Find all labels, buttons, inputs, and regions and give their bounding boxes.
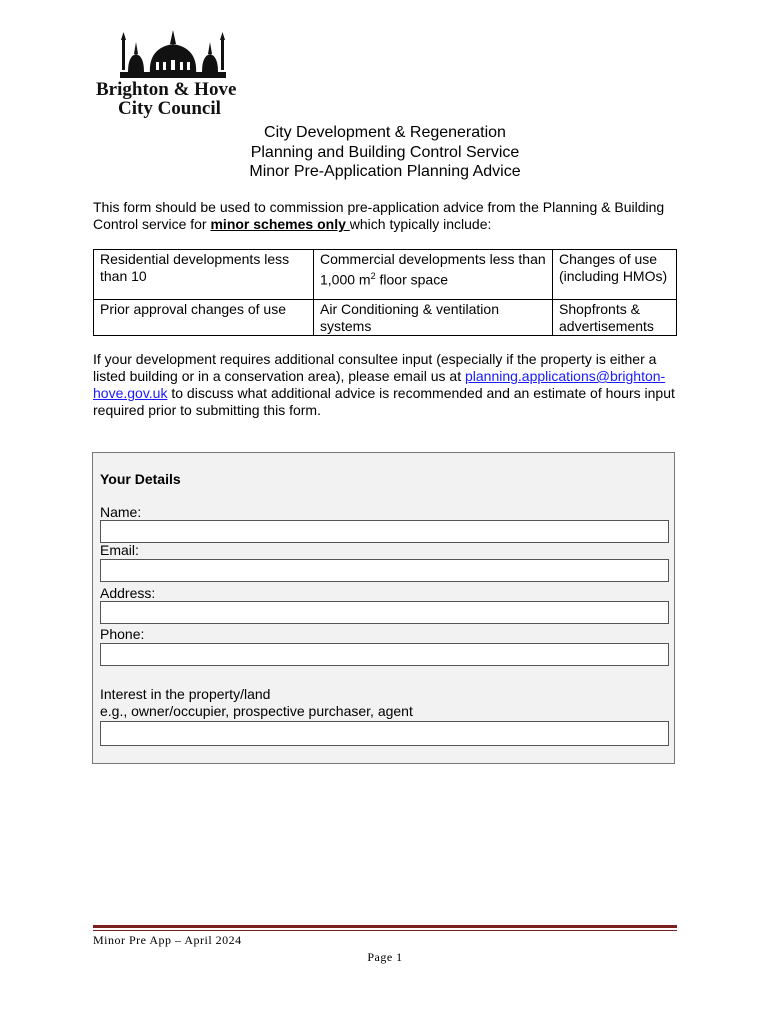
email-label: Email: — [100, 542, 139, 558]
intro-text-before: This form should be used to commission pre-application advice from the Planning & Building Control service for — [93, 199, 665, 232]
phone-label: Phone: — [100, 626, 145, 642]
your-details-panel — [92, 452, 675, 764]
consultee-paragraph — [93, 351, 683, 419]
interest-field[interactable] — [100, 721, 669, 746]
logo-wordmark — [96, 80, 256, 118]
council-logo — [96, 28, 256, 120]
interest-label: Interest in the property/land — [100, 686, 271, 702]
table-cell: Residential developments less than 10 — [94, 250, 314, 300]
email-field[interactable] — [100, 559, 669, 582]
table-row — [94, 300, 677, 336]
page-heading — [0, 123, 770, 182]
table-cell: Changes of use (including HMOs) — [553, 250, 677, 300]
superscript: 2 — [370, 270, 376, 281]
phone-field[interactable] — [100, 643, 669, 666]
heading-line-2: Planning and Building Control Service — [250, 143, 520, 161]
table-cell: Shopfronts & advertisements — [553, 300, 677, 336]
address-field[interactable] — [100, 601, 669, 624]
scheme-types-table — [93, 249, 677, 336]
logo-line-1: Brighton & Hove — [96, 79, 237, 100]
planning-email-link[interactable]: planning.applications@brighton-hove.gov.uk — [93, 368, 666, 401]
intro-paragraph — [93, 199, 683, 233]
table-row — [94, 250, 677, 300]
table-cell: Prior approval changes of use — [94, 300, 314, 336]
intro-emphasis: minor schemes only — [210, 216, 350, 232]
logo-line-2: City Council — [118, 98, 221, 119]
footer-doc-ref: Minor Pre App – April 2024 — [93, 933, 242, 947]
details-title: Your Details — [100, 471, 181, 487]
name-field[interactable] — [100, 520, 669, 543]
intro-text-after: which typically include: — [349, 216, 492, 232]
consult-text-before: If your development requires additional consultee input (especially if the property is either a listed building or in a conservation area), please email us at — [93, 351, 657, 384]
page-number: Page 1 — [367, 950, 403, 964]
table-cell: Air Conditioning & ventilation systems — [314, 300, 553, 336]
heading-line-3: Minor Pre-Application Planning Advice — [249, 163, 521, 180]
interest-hint: e.g., owner/occupier, prospective purchaser, agent — [100, 703, 413, 719]
footer-rule-thick — [93, 925, 677, 928]
heading-line-1: City Development & Regeneration — [264, 124, 506, 141]
royal-pavilion-icon — [118, 28, 228, 80]
name-label: Name: — [100, 504, 142, 520]
footer-rule-thin — [93, 930, 677, 931]
consult-text-after: to discuss what additional advice is recommended and an estimate of hours input required prior to submitting this form. — [93, 385, 675, 418]
commercial-text-end: floor space — [375, 271, 448, 288]
table-cell — [314, 250, 553, 300]
commercial-text: Commercial developments less than 1,000 m — [320, 251, 546, 288]
address-label: Address: — [100, 585, 156, 601]
